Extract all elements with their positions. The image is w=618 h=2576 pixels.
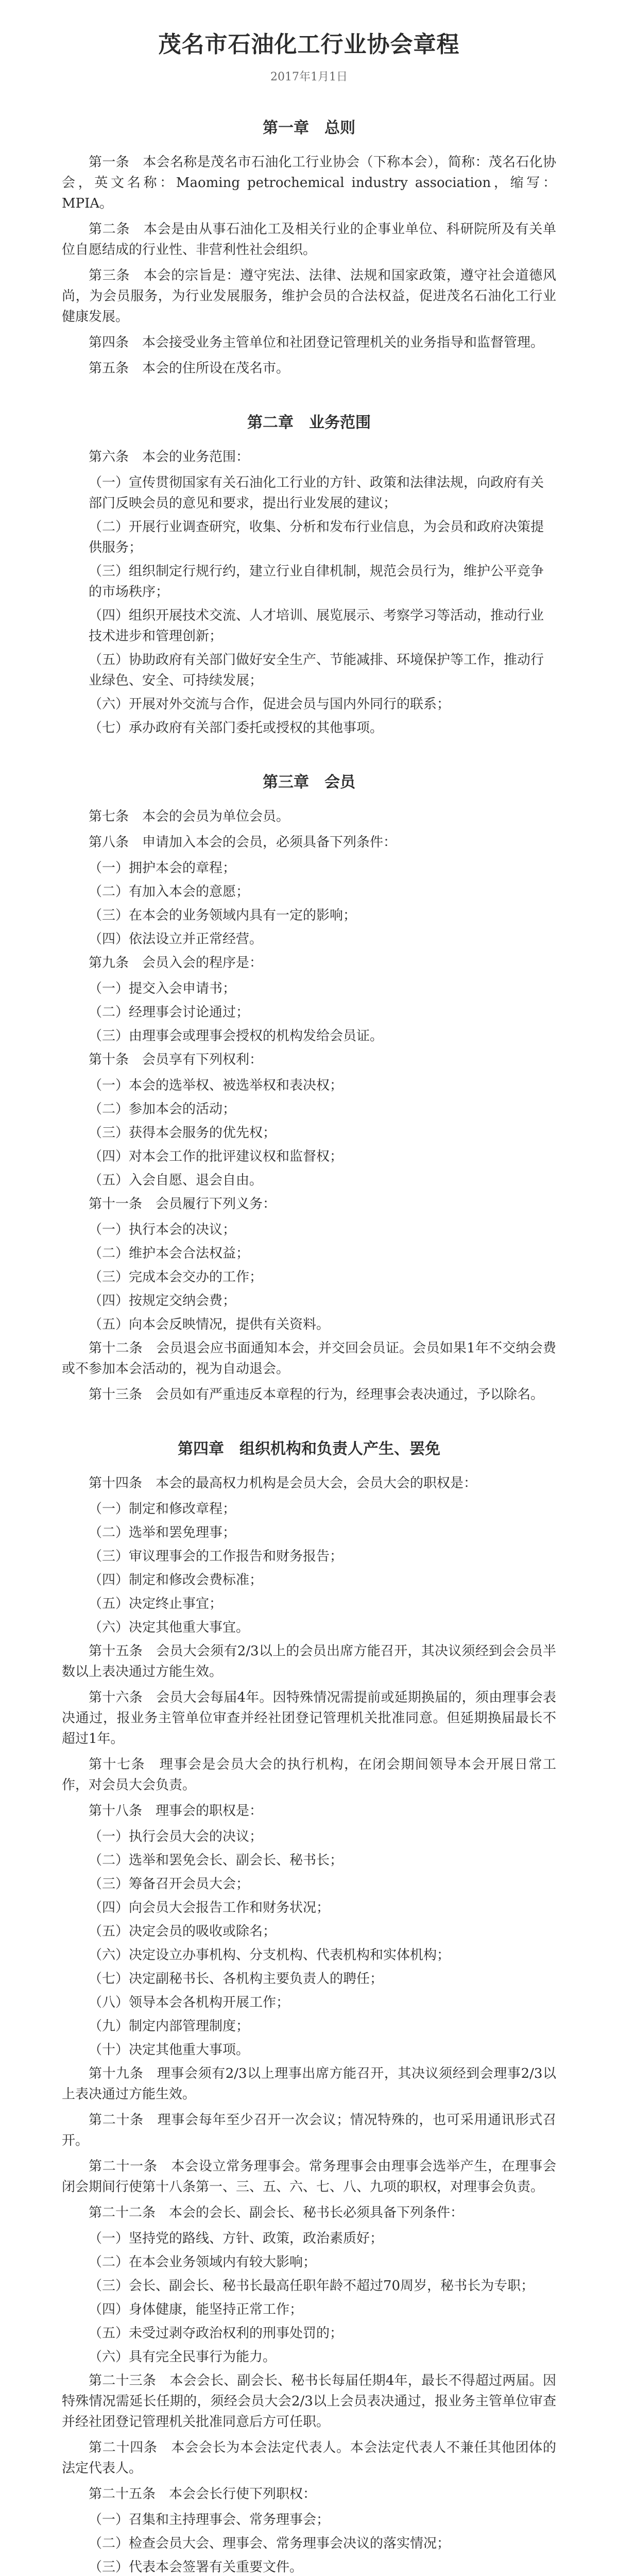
article-item: （七）承办政府有关部门委托或授权的其他事项。 [89,720,384,736]
chapters-container [62,115,556,2576]
article-item: （二）检查会员大会、理事会、常务理事会决议的落实情况； [89,2536,451,2551]
article-item: （一）宣传贯彻国家有关石油化工行业的方针、政策和法律法规，向政府有关部门反映会员的意见和要求，提出行业发展的建议； [89,475,544,511]
article-item: （三）获得本会服务的优先权； [89,1125,277,1141]
article-item: （二）参加本会的活动； [89,1101,236,1117]
article-paragraph: 第二条 本会是由从事石油化工及相关行业的企事业单位、科研院所及有关单位自愿结成的行业性、非营利性社会组织。 [62,222,556,258]
article-item: （五）决定终止事宜； [89,1596,223,1612]
article-paragraph: 第二十四条 本会会长为本会法定代表人。本会法定代表人不兼任其他团体的法定代表人。 [62,2440,556,2476]
article-item: （二）在本会业务领域内有较大影响； [89,2255,317,2270]
article-item: （四）制定和修改会费标准； [89,1572,263,1588]
chapter-heading: 第二章 业务范围 [247,414,371,432]
chapter-heading: 第一章 总则 [263,119,355,137]
article-item: （四）身体健康，能坚持正常工作； [89,2302,303,2317]
article-item: （五）入会自愿、退会自由。 [89,1173,263,1188]
article-item: （六）决定其他重大事宜。 [89,1620,250,1635]
article-item: （二）选举和罢免理事； [89,1525,236,1540]
article-paragraph: 第二十五条 本会会长行使下列职权： [89,2486,317,2502]
article-item: （一）拥护本会的章程； [89,860,236,876]
article-paragraph: 第十一条 会员履行下列义务： [89,1196,277,1212]
article-paragraph: 第五条 本会的住所设在茂名市。 [89,361,290,376]
article-item: （五）向本会反映情况，提供有关资料。 [89,1317,330,1332]
article-paragraph: 第十九条 理事会须有2/3以上理事出席方能召开，其决议须经到会理事2/3以上表决通过方能生效。 [62,2066,556,2102]
article-item: （九）制定内部管理制度； [89,2019,250,2034]
article-paragraph: 第四条 本会接受业务主管单位和社团登记管理机关的业务指导和监督管理。 [89,335,544,350]
article-paragraph: 第三条 本会的宗旨是：遵守宪法、法律、法规和国家政策，遵守社会道德风尚，为会员服务，为行业发展服务，维护会员的合法权益，促进茂名石油化工行业健康发展。 [62,268,556,325]
article-paragraph: 第二十条 理事会每年至少召开一次会议；情况特殊的，也可采用通讯形式召开。 [62,2112,556,2148]
article-item: （三）会长、副会长、秘书长最高任职年龄不超过70周岁，秘书长为专职； [89,2278,535,2294]
article-item: （三）组织制定行规行约，建立行业自律机制，规范会员行为，维护公平竞争的市场秩序； [89,564,544,600]
article-item: （二）维护本会合法权益； [89,1246,250,1261]
article-paragraph: 第二十三条 本会会长、副会长、秘书长每届任期4年，最长不得超过两届。因特殊情况需延长任期的，须经会员大会2/3以上会员表决通过，报业务主管单位审查并经社团登记管理机关批准同意后方可任职。 [62,2373,556,2430]
article-paragraph: 第十六条 会员大会每届4年。因特殊情况需提前或延期换届的，须由理事会表决通过，报业务主管单位审查并经社团登记管理机关批准同意。但延期换届最长不超过1年。 [62,1690,556,1747]
article-item: （二）开展行业调查研究，收集、分析和发布行业信息，为会员和政府决策提供服务； [89,519,544,555]
article-item: （一）执行本会的决议； [89,1222,236,1238]
article-item: （一）制定和修改章程； [89,1501,236,1517]
article-paragraph: 第十二条 会员退会应书面通知本会，并交回会员证。会员如果1年不交纳会费或不参加本会活动的，视为自动退会。 [62,1341,556,1377]
chapter-heading: 第三章 会员 [263,773,355,791]
article-item: （五）协助政府有关部门做好安全生产、节能减排、环境保护等工作，推动行业绿色、安全、可持续发展； [89,652,544,688]
article-paragraph: 第十条 会员享有下列权利： [89,1052,263,1067]
document-title: 茂名市石油化工行业协会章程 [158,31,460,58]
article-item: （五）未受过剥夺政治权利的刑事处罚的； [89,2326,344,2341]
article-paragraph: 第十八条 理事会的职权是： [89,1803,263,1819]
article-item: （三）审议理事会的工作报告和财务报告； [89,1549,344,1564]
article-paragraph: 第七条 本会的会员为单位会员。 [89,809,290,824]
article-item: （八）领导本会各机构开展工作； [89,1995,290,2010]
article-paragraph: 第二十一条 本会设立常务理事会。常务理事会由理事会选举产生，在理事会闭会期间行使第十八条第一、三、五、六、七、八、九项的职权，对理事会负责。 [62,2159,556,2195]
article-item: （四）向会员大会报告工作和财务状况； [89,1900,330,1916]
article-item: （四）对本会工作的批评建议权和监督权； [89,1149,344,1164]
article-item: （六）具有完全民事行为能力。 [89,2349,277,2365]
article-item: （六）开展对外交流与合作，促进会员与国内外同行的联系； [89,697,451,712]
article-item: （五）决定会员的吸收或除名； [89,1924,277,1939]
chapter-heading: 第四章 组织机构和负责人产生、罢免 [178,1440,440,1458]
article-item: （一）提交入会申请书； [89,981,236,996]
article-paragraph: 第十三条 会员如有严重违反本章程的行为，经理事会表决通过，予以除名。 [89,1387,544,1402]
article-item: （四）依法设立并正常经营。 [89,931,263,947]
article-item: （四）按规定交纳会费； [89,1293,236,1309]
article-paragraph: 第十五条 会员大会须有2/3以上的会员出席方能召开，其决议须经到会会员半数以上表决通过方能生效。 [62,1643,556,1680]
article-paragraph: 第十七条 理事会是会员大会的执行机构，在闭会期间领导本会开展日常工作，对会员大会负责。 [62,1757,556,1793]
article-item: （一）坚持党的路线、方针、政策，政治素质好； [89,2231,384,2246]
article-paragraph: 第二十二条 本会的会长、副会长、秘书长必须具备下列条件： [89,2205,464,2221]
article-item: （六）决定设立办事机构、分支机构、代表机构和实体机构； [89,1947,451,1963]
article-item: （三）在本会的业务领域内具有一定的影响； [89,908,357,923]
article-item: （三）代表本会签署有关重要文件。 [89,2560,303,2575]
article-item: （二）经理事会讨论通过； [89,1005,250,1020]
article-item: （十）决定其他重大事项。 [89,2042,250,2058]
article-paragraph: 第十四条 本会的最高权力机构是会员大会，会员大会的职权是： [89,1476,477,1491]
article-item: （一）执行会员大会的决议； [89,1829,263,1844]
article-paragraph: 第八条 申请加入本会的会员，必须具备下列条件： [89,835,397,850]
article-item: （三）完成本会交办的工作； [89,1269,263,1285]
article-paragraph: 第六条 本会的业务范围： [89,449,250,465]
article-item: （二）选举和罢免会长、副会长、秘书长； [89,1853,344,1868]
article-paragraph: 第一条 本会名称是茂名市石油化工行业协会（下称本会），简称：茂名石化协会，英文名称：Maoming petrochemical industry association，缩写：MPIA。 [62,155,556,211]
document-date: 2017年1月1日 [270,71,348,83]
article-item: （三）筹备召开会员大会； [89,1876,250,1892]
article-item: （七）决定副秘书长、各机构主要负责人的聘任； [89,1971,384,1987]
article-item: （一）召集和主持理事会、常务理事会； [89,2512,330,2528]
article-item: （二）有加入本会的意愿； [89,884,250,900]
article-item: （三）由理事会或理事会授权的机构发给会员证。 [89,1028,384,1044]
article-item: （一）本会的选举权、被选举权和表决权； [89,1078,344,1093]
article-item: （四）组织开展技术交流、人才培训、展览展示、考察学习等活动，推动行业技术进步和管理创新； [89,608,544,644]
article-paragraph: 第九条 会员入会的程序是： [89,955,263,971]
